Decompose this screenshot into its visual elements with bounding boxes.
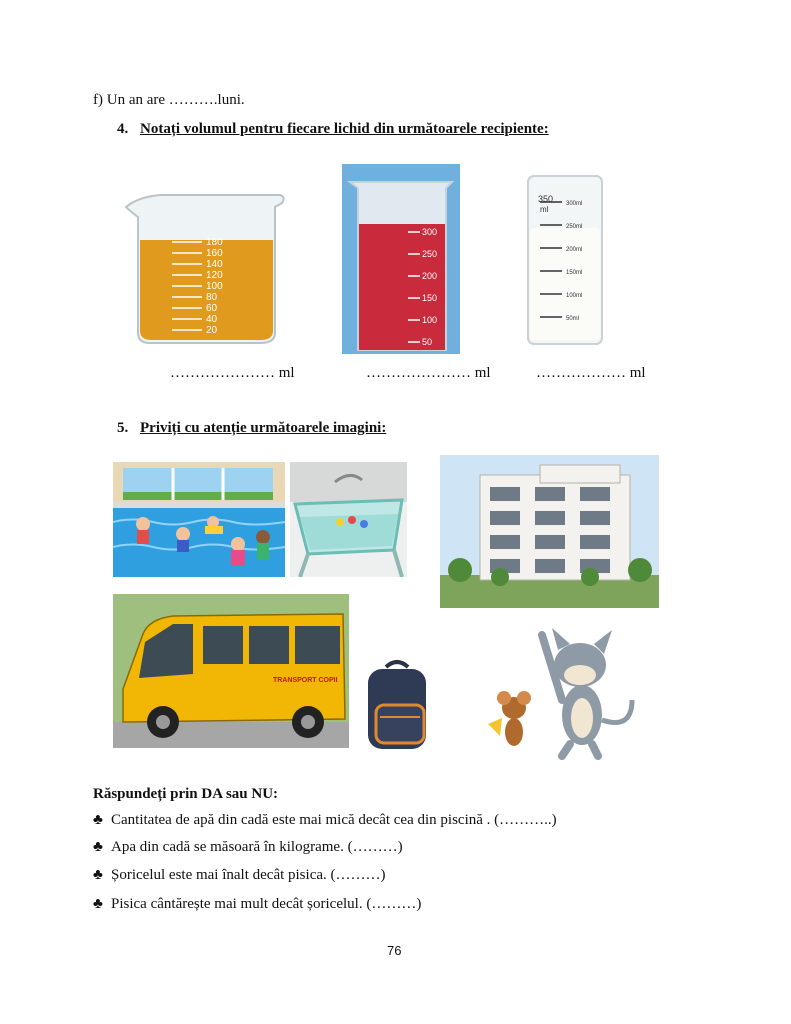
graduation-label: 200ml — [566, 247, 583, 253]
page-number: 76 — [387, 943, 402, 958]
cylinder-milk-image — [522, 172, 608, 348]
apartment-building-image — [440, 455, 659, 608]
graduation-label: 250ml — [566, 224, 583, 230]
section4-title: Notați volumul pentru fiecare lichid din următoarele recipiente: — [140, 121, 549, 137]
graduation-label: 200 — [422, 271, 438, 281]
graduation-label: 150ml — [566, 270, 583, 276]
graduation-label: 120 — [206, 270, 223, 281]
blank-beaker1[interactable]: ………………… ml — [170, 365, 295, 381]
question-2 — [93, 839, 403, 856]
question-1 — [93, 812, 557, 829]
cylinder-top-label: 350 — [538, 194, 554, 204]
bathtub-image — [290, 462, 407, 577]
graduation-label: 150 — [422, 293, 438, 303]
question-text: Apa din cadă se măsoară în kilograme. (………) — [111, 839, 403, 855]
graduation-label: 180 — [206, 237, 223, 248]
bus-sign: TRANSPORT COPII — [273, 677, 338, 684]
item-f: f) Un an are ……….luni. — [93, 92, 245, 108]
section5-title: Priviți cu atenție următoarele imagini: — [140, 420, 387, 436]
beaker-orange-image — [120, 185, 290, 350]
club-bullet-icon: ♣ — [93, 867, 103, 883]
club-bullet-icon: ♣ — [93, 812, 103, 828]
graduation-label: 100ml — [566, 293, 583, 299]
graduation-label: 100 — [422, 315, 438, 325]
school-bus-image — [113, 594, 349, 748]
club-bullet-icon: ♣ — [93, 839, 103, 855]
question-text: Pisica cântărește mai mult decât șoricelul. (………) — [111, 896, 422, 912]
backpack-image — [360, 657, 434, 753]
answer-heading: Răspundeți prin DA sau NU: — [93, 786, 279, 802]
graduation-label: 140 — [206, 259, 223, 270]
cat-and-mouse-image — [482, 620, 642, 760]
beaker-red-image — [342, 164, 460, 354]
graduation-label: 80 — [206, 292, 218, 303]
graduation-label: 50ml — [566, 316, 580, 322]
graduation-label: 20 — [206, 325, 218, 336]
blank-cylinder[interactable]: ……………… ml — [536, 365, 646, 381]
graduation-label: 160 — [206, 248, 223, 259]
graduation-label: 300ml — [566, 201, 583, 207]
question-3 — [93, 867, 386, 884]
question-text: Cantitatea de apă din cadă este mai mică decât cea din piscină . (………..) — [111, 812, 557, 828]
graduation-label: 300 — [422, 227, 438, 237]
blank-beaker2[interactable]: ………………… ml — [366, 365, 491, 381]
question-text: Șoricelul este mai înalt decât pisica. (………) — [111, 867, 386, 883]
beaker-red-liquid — [359, 224, 445, 350]
graduation-label: 100 — [206, 281, 223, 292]
cylinder-unit-label: ml — [540, 205, 549, 214]
swimming-pool-image — [113, 462, 285, 577]
club-bullet-icon: ♣ — [93, 896, 103, 912]
question-4 — [93, 896, 421, 913]
section4-number: 4. — [117, 121, 129, 137]
graduation-label: 50 — [422, 337, 433, 347]
graduation-label: 60 — [206, 303, 218, 314]
graduation-label: 40 — [206, 314, 218, 325]
graduation-label: 250 — [422, 249, 438, 259]
section5-number: 5. — [117, 420, 129, 436]
